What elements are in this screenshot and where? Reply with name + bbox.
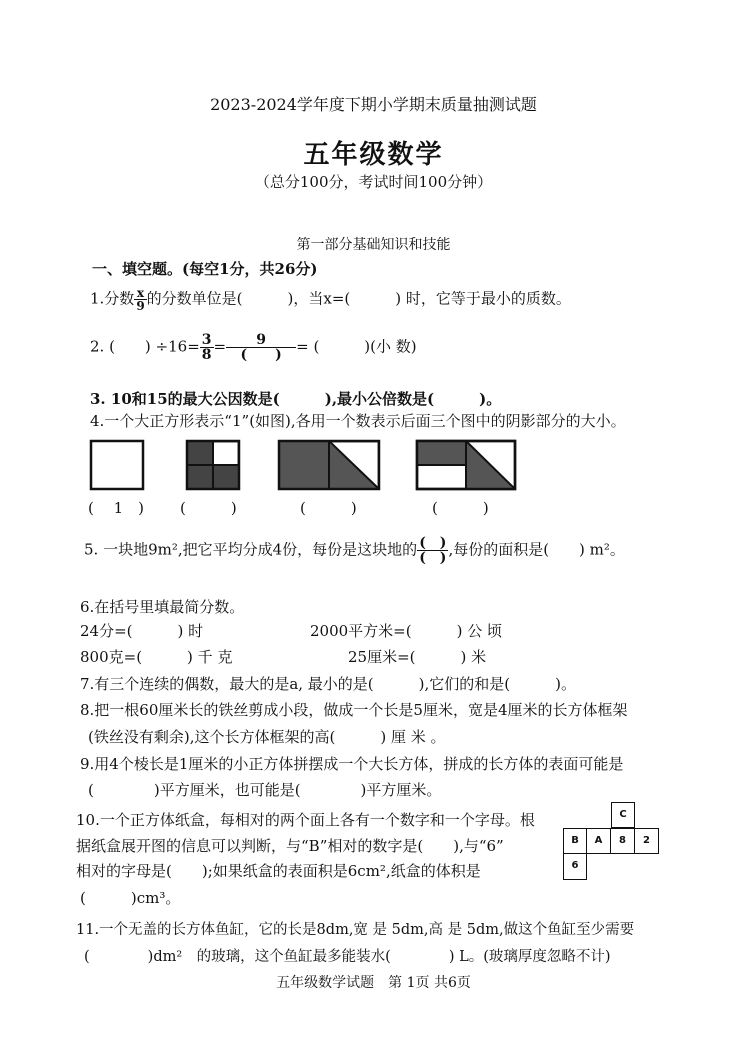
question-2 bbox=[90, 333, 417, 362]
q2-fraction-2 bbox=[226, 333, 296, 362]
q2-fraction-1-denominator: 8 bbox=[201, 347, 212, 363]
net-cell-row-4: 2 bbox=[635, 828, 659, 854]
q5-fraction-numerator: ( ) bbox=[419, 535, 447, 551]
quarter-square-figure bbox=[187, 441, 239, 489]
question-10-line-1: 10.一个正方体纸盒，每相对的两个面上各有一个数字和一个字母。根 bbox=[76, 811, 535, 829]
q6-item-4: 25厘米=( ) 米 bbox=[348, 648, 487, 666]
question-7: 7.有三个连续的偶数，最大的是a, 最小的是( ),它们的和是( )。 bbox=[80, 675, 576, 693]
q6-item-3: 800克=( ) 千 克 bbox=[80, 648, 233, 666]
q1-suffix: 的分数单位是( )，当x=( ) 时，它等于最小的质数。 bbox=[146, 289, 571, 308]
q1-fraction bbox=[134, 287, 146, 312]
net-cell-row-3: 8 bbox=[611, 828, 635, 854]
question-10-line-3: 相对的字母是( );如果纸盒的表面积是6cm²,纸盒的体积是 bbox=[76, 862, 481, 880]
q4-answer-2: ( ) bbox=[180, 499, 237, 517]
q4-answer-1: ( 1 ) bbox=[88, 499, 145, 517]
section-title: 一、填空题。(每空1分，共26分) bbox=[92, 260, 318, 278]
q2-fraction-1 bbox=[200, 333, 214, 362]
score-info: （总分100分，考试时间100分钟） bbox=[254, 173, 493, 191]
q4-answer-4: ( ) bbox=[432, 499, 489, 517]
net-cell-top: C bbox=[611, 802, 635, 828]
exam-title: 2023-2024学年度下期小学期末质量抽测试题 bbox=[210, 95, 537, 114]
two-square-triangle-figure bbox=[279, 441, 379, 489]
question-4: 4.一个大正方形表示“1”(如图),各用一个数表示后面三个图中的阴影部分的大小。 bbox=[90, 412, 626, 430]
q1-prefix: 1.分数 bbox=[90, 289, 135, 308]
half-and-triangle-figure bbox=[417, 441, 515, 489]
cube-net bbox=[563, 802, 683, 880]
q1-fraction-numerator: x bbox=[134, 287, 146, 300]
question-10-line-4: ( )cm³。 bbox=[80, 889, 181, 907]
q6-item-1: 24分=( ) 时 bbox=[80, 622, 204, 640]
q4-answer-3: ( ) bbox=[300, 499, 357, 517]
unit-square-figure bbox=[91, 441, 143, 489]
q6-item-2: 2000平方米=( ) 公 顷 bbox=[310, 622, 502, 640]
q2-equals: = bbox=[213, 337, 227, 356]
q5-fraction bbox=[417, 536, 448, 565]
page-footer: 五年级数学试题 第 1页 共6页 bbox=[276, 975, 471, 991]
question-1 bbox=[90, 287, 571, 312]
subject-title: 五年级数学 bbox=[303, 140, 444, 170]
q2-suffix: = ( )(小 数) bbox=[296, 337, 417, 356]
q5-suffix: ,每份的面积是( ) m²。 bbox=[448, 540, 625, 559]
q2-prefix: 2. ( ) ÷16= bbox=[90, 337, 200, 356]
q2-fraction-1-numerator: 3 bbox=[201, 332, 212, 348]
q4-figures bbox=[0, 438, 747, 498]
question-8-line-1: 8.把一根60厘米长的铁丝剪成小段，做成一个长是5厘米，宽是4厘米的长方体框架 bbox=[80, 701, 628, 719]
question-11-line-2: ( )dm² 的玻璃，这个鱼缸最多能装水( ) L。(玻璃厚度忽略不计) bbox=[84, 949, 611, 965]
q2-fraction-2-denominator: ( ) bbox=[240, 347, 282, 363]
net-cell-row-1: B bbox=[563, 828, 587, 854]
question-11-line-1: 11.一个无盖的长方体鱼缸，它的长是8dm,宽 是 5dm,高 是 5dm,做这个鱼缸至少需要 bbox=[76, 922, 635, 938]
question-10-line-2: 据纸盒展开图的信息可以判断，与“B”相对的数字是( ),与“6” bbox=[76, 837, 504, 855]
net-cell-row-2: A bbox=[587, 828, 611, 854]
q5-prefix: 5. 一块地9m²,把它平均分成4份，每份是这块地的 bbox=[84, 540, 418, 559]
q2-fraction-2-numerator: 9 bbox=[226, 333, 296, 348]
question-9-line-1: 9.用4个棱长是1厘米的小正方体拼摆成一个大长方体，拼成的长方体的表面可能是 bbox=[80, 755, 624, 773]
question-8-line-2: (铁丝没有剩余),这个长方体框架的高( ) 厘 米 。 bbox=[88, 728, 446, 746]
part-title: 第一部分基础知识和技能 bbox=[296, 237, 451, 253]
q1-fraction-denominator: 9 bbox=[136, 299, 145, 313]
q5-fraction-denominator: ( ) bbox=[419, 550, 447, 566]
question-9-line-2: ( )平方厘米，也可能是( )平方厘米。 bbox=[88, 781, 442, 799]
question-3: 3. 10和15的最大公因数是( ),最小公倍数是( )。 bbox=[90, 390, 502, 408]
question-5 bbox=[84, 536, 625, 565]
question-6: 6.在括号里填最简分数。 bbox=[80, 598, 245, 616]
net-cell-bottom: 6 bbox=[563, 854, 587, 880]
